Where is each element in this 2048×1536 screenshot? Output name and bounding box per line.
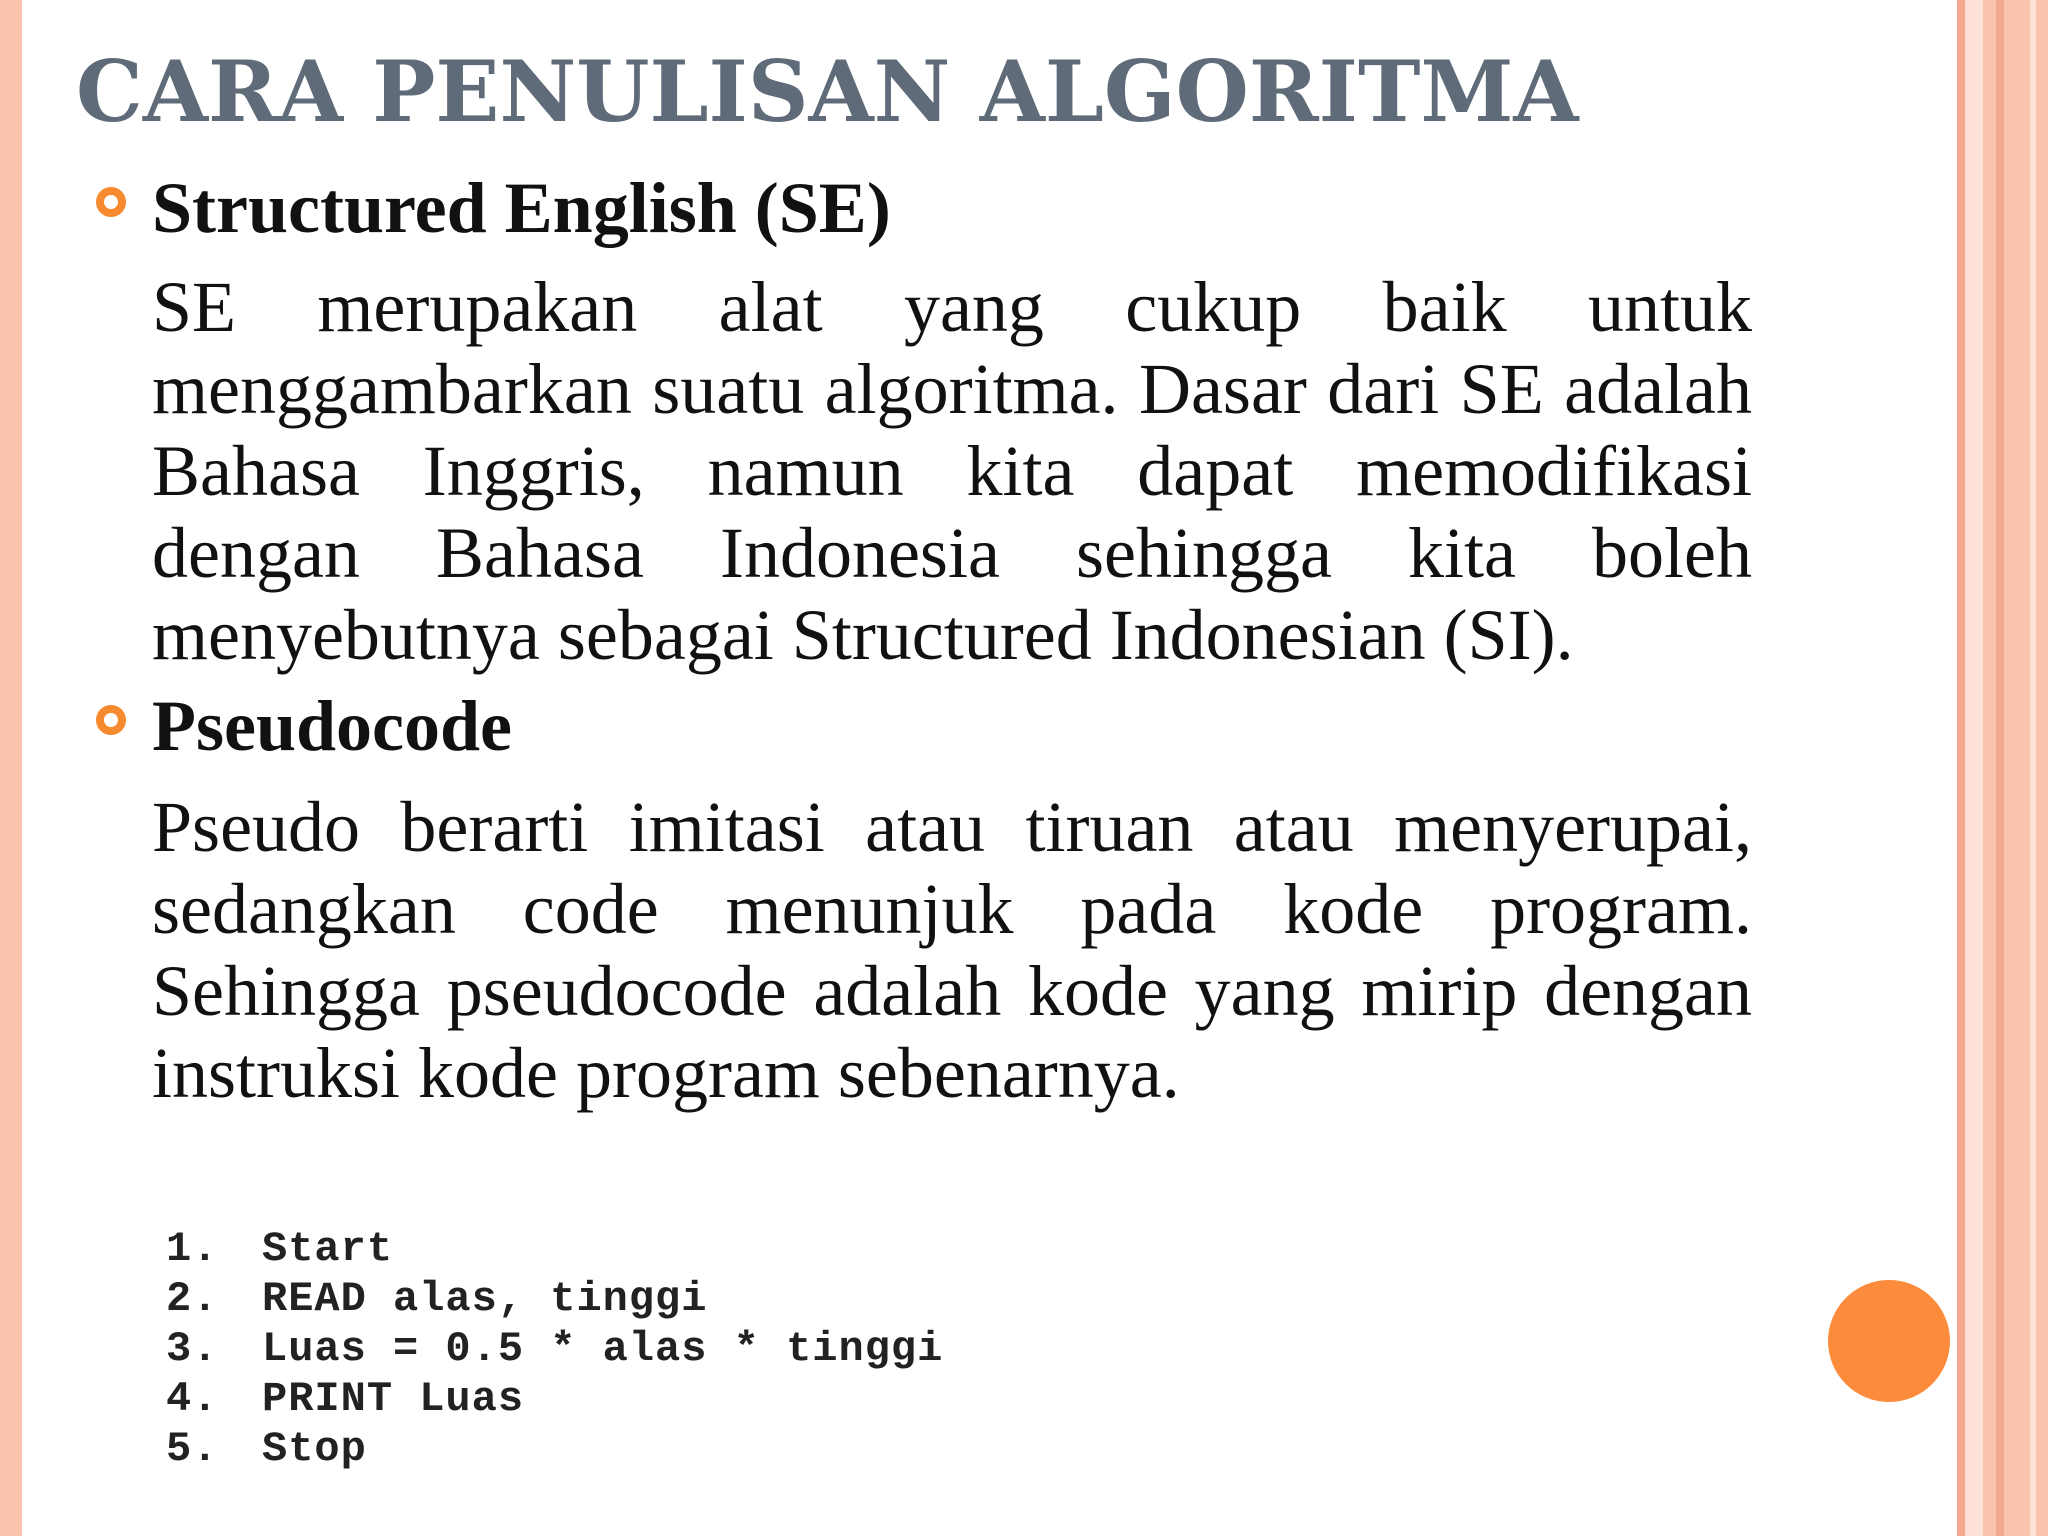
code-line-text: Start [262, 1225, 394, 1273]
code-line-text: Luas = 0.5 * alas * tinggi [262, 1325, 944, 1373]
section-paragraph: Pseudo berarti imitasi atau tiruan atau menyerupai, sedangkan code menunjuk pada kode program. Sehingga pseudocode adalah kode yang mirip dengan instruksi kode program sebenarnya. [152, 787, 1752, 1113]
section-heading: Structured English (SE) [152, 168, 891, 248]
bullet-section-pseudocode [96, 684, 1756, 768]
decorative-orange-circle [1828, 1280, 1950, 1402]
code-line-number: 4. [166, 1375, 219, 1423]
ring-bullet-icon [96, 705, 126, 735]
code-line-text: READ alas, tinggi [262, 1275, 708, 1323]
bullet-section-se [96, 166, 1756, 250]
slide-content [96, 166, 1756, 1114]
code-line [166, 1274, 943, 1324]
ring-bullet-icon [96, 187, 126, 217]
code-line [166, 1224, 943, 1274]
code-line [166, 1424, 943, 1474]
code-line-number: 1. [166, 1225, 219, 1273]
code-line-number: 2. [166, 1275, 219, 1323]
right-border-band [1996, 0, 2004, 1536]
right-border-band [1957, 0, 1965, 1536]
code-line-text: PRINT Luas [262, 1375, 525, 1423]
section-heading: Pseudocode [152, 686, 512, 766]
code-line [166, 1324, 943, 1374]
code-line-number: 3. [166, 1325, 219, 1373]
right-border-band [2030, 0, 2036, 1536]
section-paragraph: SE merupakan alat yang cukup baik untuk menggambarkan suatu algoritma. Dasar dari SE adalah Bahasa Inggris, namun kita dapat memodifikasi dengan Bahasa Indonesia sehingga kita boleh menyebutnya sebagai Structured Indonesian (SI). [152, 267, 1752, 675]
slide-title: CARA PENULISAN ALGORITMA [76, 42, 1579, 141]
right-border-band [1983, 0, 2048, 1536]
code-line-number: 5. [166, 1425, 219, 1473]
code-line [166, 1374, 943, 1424]
left-border-stripe [0, 0, 22, 1536]
pseudocode-listing [166, 1224, 943, 1474]
code-line-text: Stop [262, 1425, 367, 1473]
right-border-band [1965, 0, 1983, 1536]
